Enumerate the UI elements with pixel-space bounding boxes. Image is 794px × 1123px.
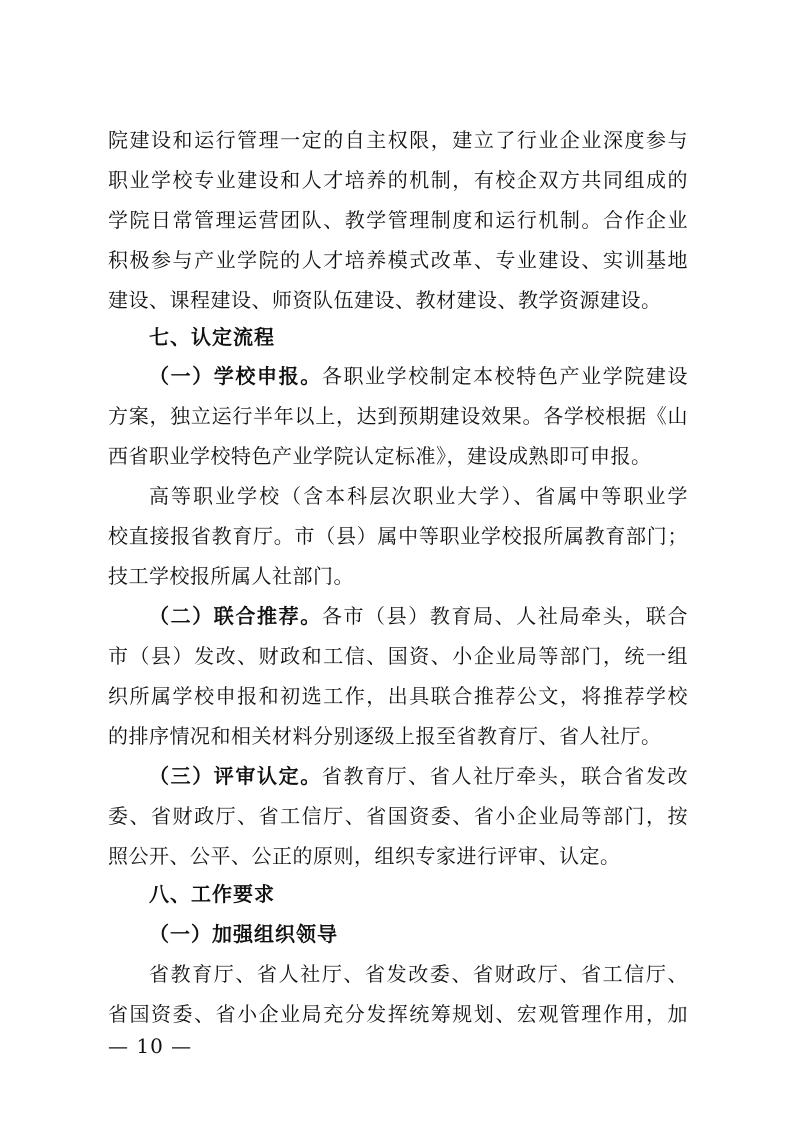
section-heading-7: 七、认定流程 [149, 325, 275, 349]
sub-heading-8-1: （一）加强组织领导 [149, 922, 338, 946]
paragraph-line: 方案，独立运行半年以上，达到预期建设效果。各学校根据《山 [108, 404, 688, 428]
item-1-text: 各职业学校制定本校特色产业学院建设 [321, 364, 689, 388]
paragraph-line: 市（县）发改、财政和工信、国资、小企业局等部门，统一组 [108, 644, 688, 668]
item-2-first-line [149, 602, 688, 630]
paragraph-line: 西省职业学校特色产业学院认定标准》，建设成熟即可申报。 [108, 444, 652, 468]
item-2-lead: （二）联合推荐。 [149, 604, 322, 628]
paragraph-line: 校直接报省教育厅。市（县）属中等职业学校报所属教育部门； [108, 524, 688, 548]
paragraph-line: 积极参与产业学院的人才培养模式改革、专业建设、实训基地 [108, 248, 688, 272]
item-2-text: 各市（县）教育局、人社局牵头，联合 [321, 604, 689, 628]
page-number: — 10 — [108, 1034, 193, 1058]
paragraph-line: 院建设和运行管理一定的自主权限，建立了行业企业深度参与 [108, 128, 688, 152]
paragraph-line: 委、省财政厅、省工信厅、省国资委、省小企业局等部门，按 [108, 804, 688, 828]
paragraph-line: 织所属学校申报和初选工作，出具联合推荐公文，将推荐学校 [108, 684, 688, 708]
paragraph-line: 学院日常管理运营团队、教学管理制度和运行机制。合作企业 [108, 208, 688, 232]
section-heading-8: 八、工作要求 [149, 882, 275, 906]
paragraph-line: 的排序情况和相关材料分别逐级上报至省教育厅、省人社厅。 [108, 724, 662, 748]
paragraph-line: 建设、课程建设、师资队伍建设、教材建设、教学资源建设。 [108, 288, 662, 312]
item-1-lead: （一）学校申报。 [149, 364, 322, 388]
paragraph-line: 照公开、公平、公正的原则，组织专家进行评审、认定。 [108, 844, 621, 868]
item-3-lead: （三）评审认定。 [149, 764, 322, 788]
paragraph-line: 省国资委、省小企业局充分发挥统筹规划、宏观管理作用，加 [108, 1002, 688, 1026]
item-3-first-line [149, 762, 688, 790]
item-1-first-line [149, 362, 688, 390]
paragraph-line: 技工学校报所属人社部门。 [108, 564, 354, 588]
item-3-text: 省教育厅、省人社厅牵头，联合省发改 [321, 764, 689, 788]
paragraph-line: 高等职业学校（含本科层次职业大学）、省属中等职业学 [149, 484, 688, 508]
paragraph-line: 省教育厅、省人社厅、省发改委、省财政厅、省工信厅、 [149, 962, 688, 986]
paragraph-line: 职业学校专业建设和人才培养的机制，有校企双方共同组成的 [108, 168, 688, 192]
